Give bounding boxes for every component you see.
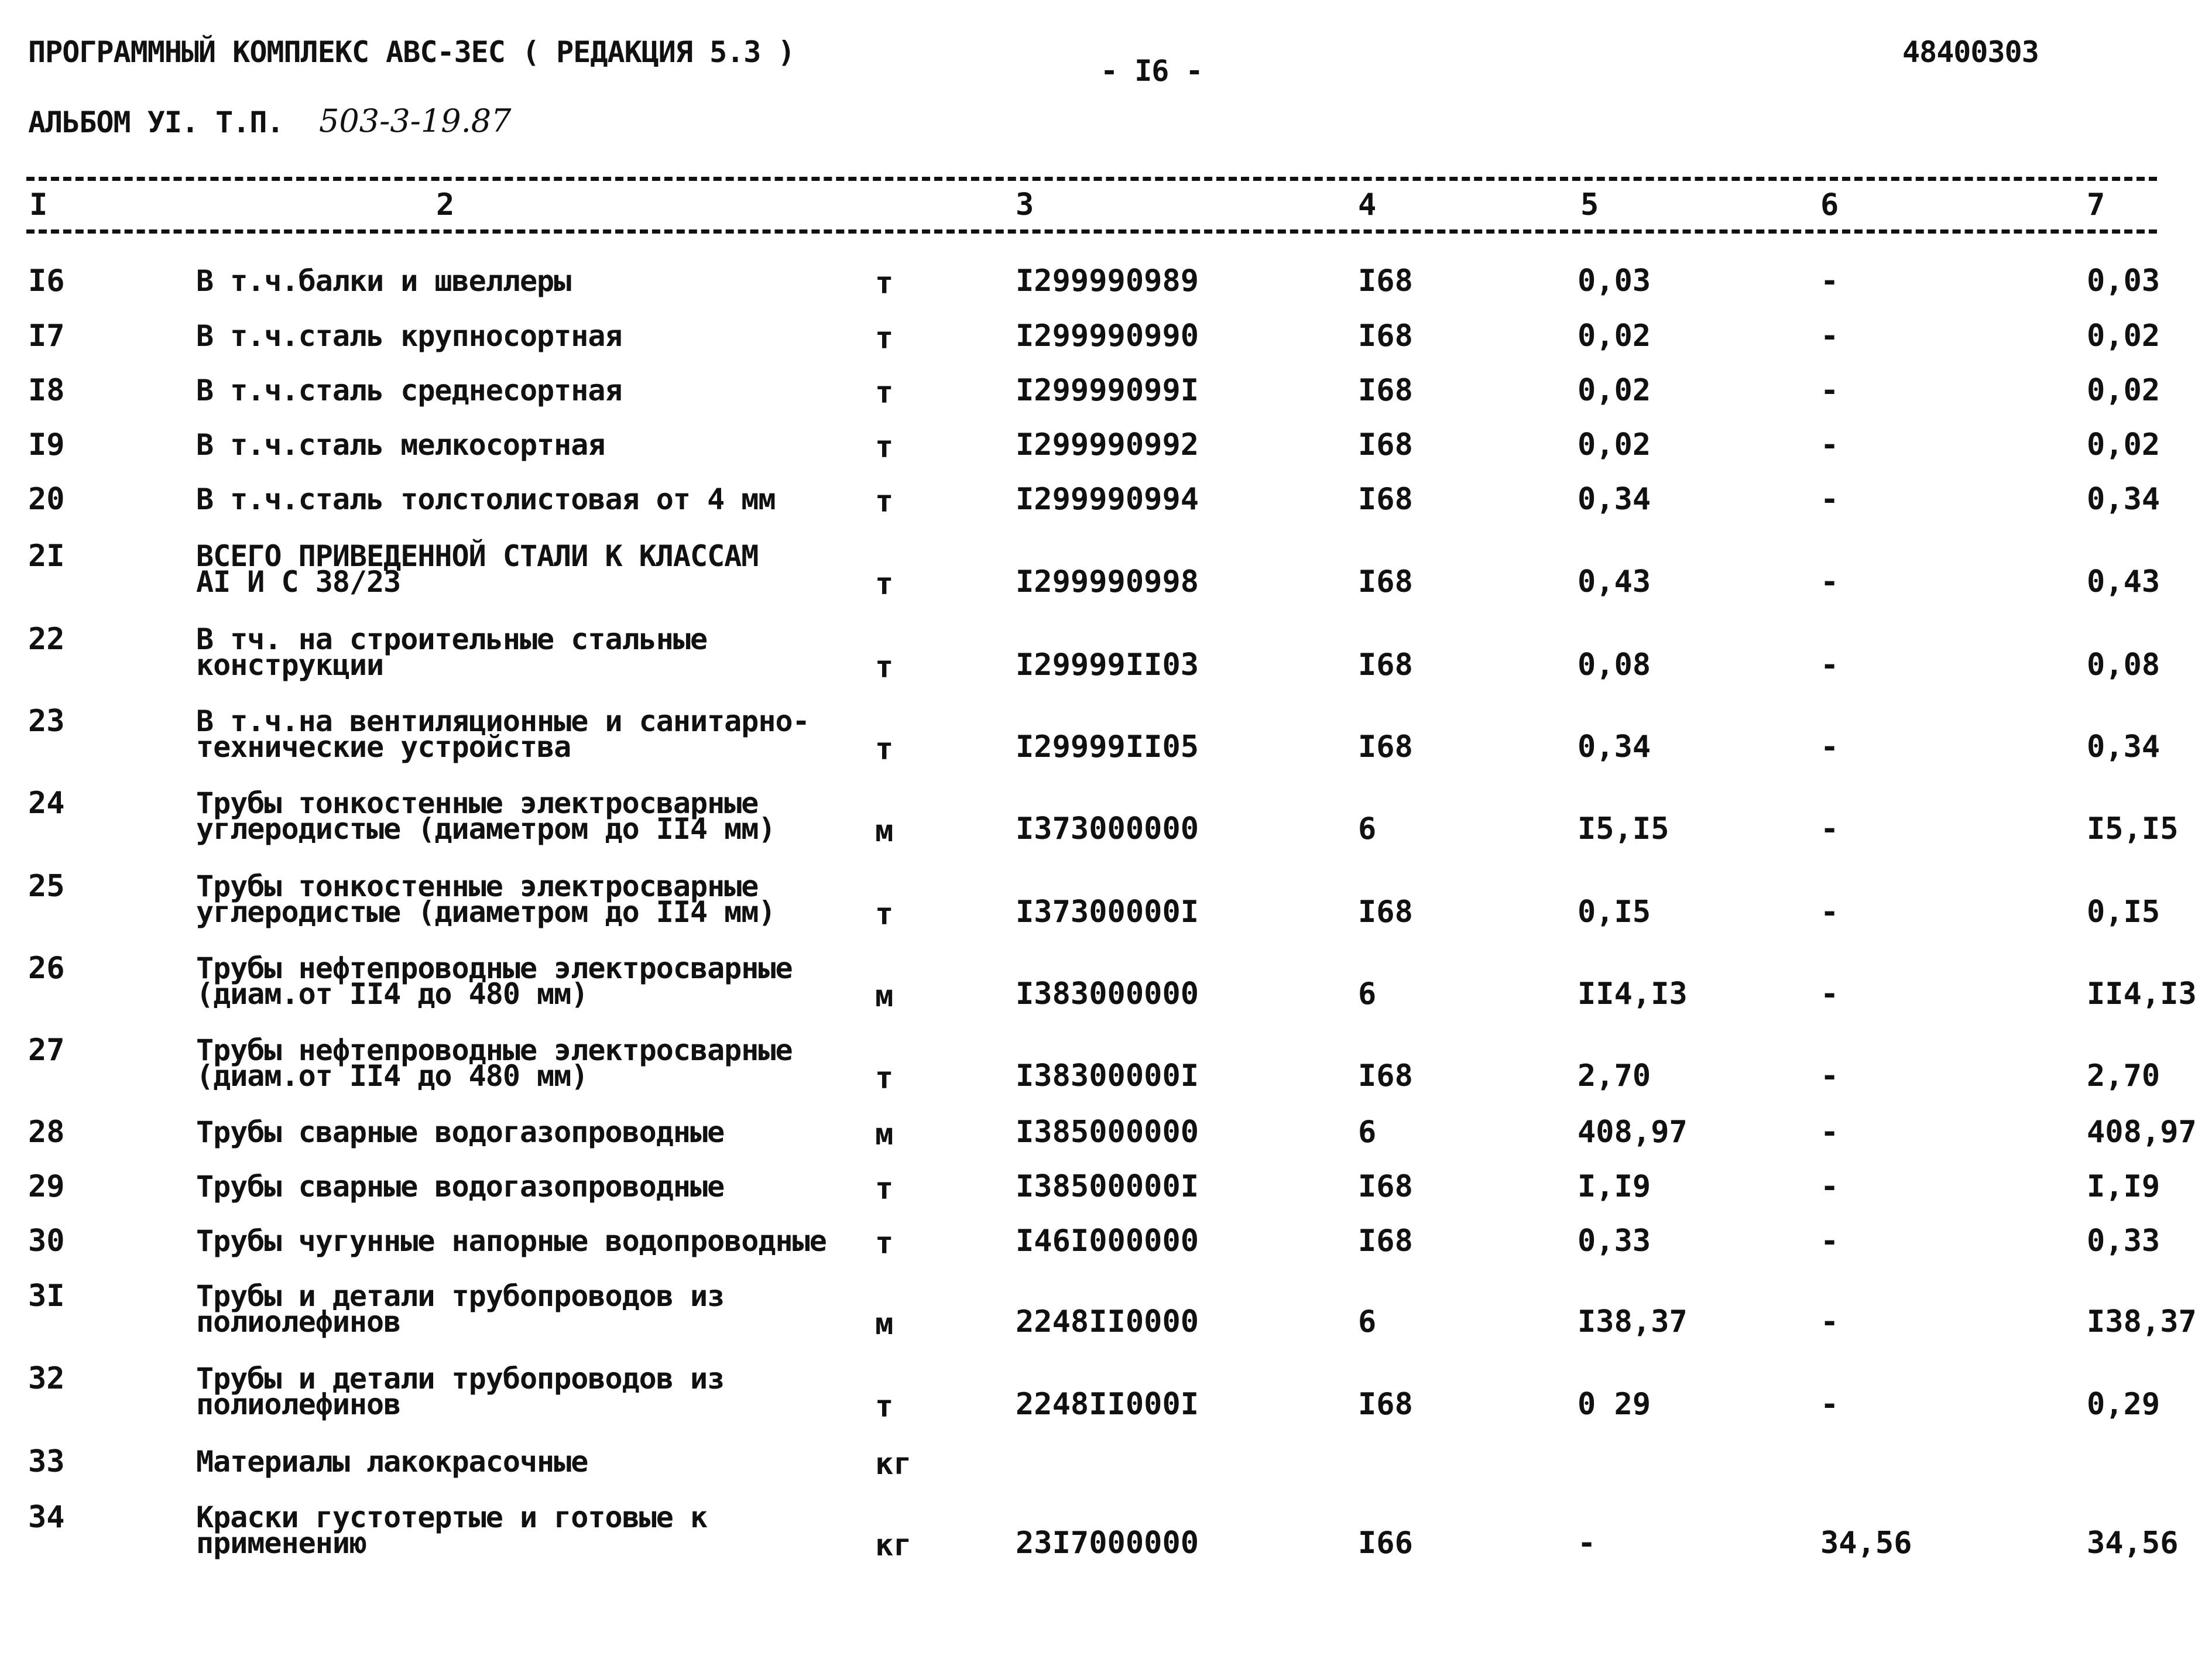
row-description: ВСЕГО ПРИВЕДЕННОЙ СТАЛИ К КЛАССАМ — [196, 539, 759, 573]
row-number: 30 — [28, 1223, 65, 1259]
row-col7: I38,37 — [2087, 1304, 2197, 1339]
row-description: Трубы чугунные напорные водопроводные — [196, 1224, 827, 1258]
row-description: В т.ч.сталь среднесортная — [196, 373, 622, 407]
row-description: В т.ч.сталь толстолистовая от 4 мм — [196, 482, 776, 516]
row-code: I46I000000 — [1016, 1223, 1199, 1259]
row-unit: м — [875, 1117, 894, 1152]
program-title: ПРОГРАММНЫЙ КОМПЛЕКС АВС-ЗЕС ( РЕДАКЦИЯ 5.3 ) — [28, 35, 795, 69]
album-label: АЛЬБОМ УI. Т.П. — [28, 105, 284, 139]
row-col6: - — [1820, 427, 1839, 462]
row-col4: I68 — [1358, 564, 1413, 599]
row-unit: кг — [875, 1447, 912, 1482]
row-number: 32 — [28, 1361, 65, 1396]
row-col5: I38,37 — [1577, 1304, 1688, 1339]
row-col6: - — [1820, 1304, 1839, 1339]
row-col6: - — [1820, 1115, 1839, 1150]
row-code: I29999II03 — [1016, 647, 1199, 683]
row-description: Трубы и детали трубопроводов из — [196, 1279, 725, 1313]
column-header-6: 6 — [1820, 187, 1839, 222]
column-header-5: 5 — [1580, 187, 1599, 222]
row-code: I38300000I — [1016, 1058, 1199, 1094]
row-description: (диам.от II4 до 480 мм) — [196, 977, 588, 1011]
row-col6: - — [1820, 976, 1839, 1012]
row-col5: I5,I5 — [1577, 811, 1669, 846]
row-description: В т.ч.сталь мелкосортная — [196, 428, 605, 462]
row-col5: 2,70 — [1577, 1058, 1651, 1094]
row-unit: т — [875, 375, 894, 410]
row-col6: - — [1820, 1387, 1839, 1422]
row-col6: - — [1820, 1058, 1839, 1094]
row-col5: 408,97 — [1577, 1115, 1688, 1150]
row-code: I373000000 — [1016, 811, 1199, 846]
row-unit: м — [875, 979, 894, 1014]
row-unit: т — [875, 732, 894, 767]
row-description: Трубы и детали трубопроводов из — [196, 1362, 725, 1396]
row-col6: - — [1820, 373, 1839, 408]
row-col4: 6 — [1358, 1115, 1377, 1150]
row-number: 25 — [28, 869, 65, 904]
row-unit: т — [875, 1061, 894, 1096]
row-col6: - — [1820, 647, 1839, 683]
row-col5: II4,I3 — [1577, 976, 1688, 1012]
row-col6: 34,56 — [1820, 1526, 1912, 1561]
row-description: применению — [196, 1526, 367, 1560]
row-col4: I68 — [1358, 482, 1413, 517]
row-number: 3I — [28, 1278, 65, 1314]
row-col6: - — [1820, 894, 1839, 930]
row-col5: - — [1577, 1526, 1596, 1561]
row-code: I385000000 — [1016, 1115, 1199, 1150]
row-col7: I,I9 — [2087, 1169, 2160, 1204]
row-col6: - — [1820, 318, 1839, 354]
row-col4: I68 — [1358, 729, 1413, 765]
row-description: (диам.от II4 до 480 мм) — [196, 1059, 588, 1093]
row-description: В тч. на строительные стальные — [196, 622, 708, 656]
row-number: 34 — [28, 1500, 65, 1535]
row-description: углеродистые (диаметром до II4 мм) — [196, 812, 776, 846]
column-header-2: 2 — [436, 187, 455, 222]
row-unit: т — [875, 484, 894, 519]
row-unit: т — [875, 321, 894, 356]
row-col7: 0,34 — [2087, 482, 2160, 517]
row-code: I299990994 — [1016, 482, 1199, 517]
row-col5: 0,I5 — [1577, 894, 1651, 930]
row-col4: 6 — [1358, 976, 1377, 1012]
row-col6: - — [1820, 811, 1839, 846]
row-col6: - — [1820, 263, 1839, 299]
row-col4: I68 — [1358, 1223, 1413, 1259]
row-col6: - — [1820, 1169, 1839, 1204]
page-number: - I6 - — [1100, 54, 1203, 88]
row-description: полиолефинов — [196, 1387, 401, 1421]
row-col4: I68 — [1358, 1169, 1413, 1204]
row-unit: т — [875, 1171, 894, 1206]
column-header-7: 7 — [2087, 187, 2105, 222]
row-col5: 0,03 — [1577, 263, 1651, 299]
row-col4: I68 — [1358, 1058, 1413, 1094]
row-description: Материалы лакокрасочные — [196, 1445, 588, 1479]
row-description: AI И С 38/23 — [196, 565, 401, 599]
row-code: I383000000 — [1016, 976, 1199, 1012]
row-number: I7 — [28, 318, 65, 354]
row-col4: I68 — [1358, 373, 1413, 408]
row-description: Трубы нефтепроводные электросварные — [196, 951, 793, 985]
row-code: I29999099I — [1016, 373, 1199, 408]
row-col7: 0,08 — [2087, 647, 2160, 683]
row-col6: - — [1820, 729, 1839, 765]
row-col5: 0,02 — [1577, 373, 1651, 408]
album-number-handwritten: 503-3-19.87 — [319, 102, 512, 139]
row-col5: 0,33 — [1577, 1223, 1651, 1259]
row-description: В т.ч.сталь крупносортная — [196, 319, 622, 353]
row-code: I299990989 — [1016, 263, 1199, 299]
row-unit: т — [875, 650, 894, 685]
row-col7: 408,97 — [2087, 1115, 2197, 1150]
row-description: Трубы тонкостенные электросварные — [196, 786, 759, 820]
row-col5: 0,43 — [1577, 564, 1651, 599]
row-col7: 2,70 — [2087, 1058, 2160, 1094]
row-col4: 6 — [1358, 1304, 1377, 1339]
row-description: конструкции — [196, 648, 384, 682]
row-description: В т.ч.на вентиляционные и санитарно- — [196, 704, 810, 738]
row-col4: I68 — [1358, 263, 1413, 299]
row-col7: I5,I5 — [2087, 811, 2179, 846]
row-number: 2I — [28, 539, 65, 574]
row-col7: 0,02 — [2087, 427, 2160, 462]
row-col4: 6 — [1358, 811, 1377, 846]
row-code: 2248II000I — [1016, 1387, 1199, 1422]
header-bottom-rule — [26, 229, 2157, 234]
header-top-rule — [26, 177, 2157, 181]
row-number: I6 — [28, 263, 65, 299]
column-header-4: 4 — [1358, 187, 1377, 222]
row-col7: 0,I5 — [2087, 894, 2160, 930]
row-col4: I68 — [1358, 318, 1413, 354]
row-unit: т — [875, 430, 894, 465]
row-col7: 0,34 — [2087, 729, 2160, 765]
row-code: 23I7000000 — [1016, 1526, 1199, 1561]
row-code: 2248II0000 — [1016, 1304, 1199, 1339]
row-number: I9 — [28, 427, 65, 462]
row-number: 29 — [28, 1169, 65, 1204]
row-col5: 0,08 — [1577, 647, 1651, 683]
row-unit: т — [875, 1226, 894, 1261]
row-col6: - — [1820, 564, 1839, 599]
row-description: Трубы нефтепроводные электросварные — [196, 1033, 793, 1067]
row-unit: м — [875, 1307, 894, 1342]
row-number: 27 — [28, 1033, 65, 1068]
document-code: 48400303 — [1902, 35, 2039, 69]
row-description: Трубы тонкостенные электросварные — [196, 869, 759, 903]
row-description: Краски густотертые и готовые к — [196, 1500, 708, 1534]
row-number: 28 — [28, 1115, 65, 1150]
row-number: 24 — [28, 786, 65, 821]
row-description: углеродистые (диаметром до II4 мм) — [196, 895, 776, 929]
row-description: Трубы сварные водогазопроводные — [196, 1115, 725, 1149]
row-col5: I,I9 — [1577, 1169, 1651, 1204]
row-col7: 0,33 — [2087, 1223, 2160, 1259]
row-number: 22 — [28, 622, 65, 657]
row-col4: I68 — [1358, 894, 1413, 930]
column-header-1: I — [29, 187, 48, 222]
row-code: I29999II05 — [1016, 729, 1199, 765]
row-col7: 34,56 — [2087, 1526, 2179, 1561]
row-unit: т — [875, 266, 894, 301]
row-col6: - — [1820, 1223, 1839, 1259]
row-col7: 0,29 — [2087, 1387, 2160, 1422]
row-number: I8 — [28, 373, 65, 408]
row-code: I37300000I — [1016, 894, 1199, 930]
row-col7: 0,03 — [2087, 263, 2160, 299]
row-unit: т — [875, 897, 894, 932]
row-number: 20 — [28, 482, 65, 517]
row-unit: м — [875, 814, 894, 849]
column-header-3: 3 — [1016, 187, 1034, 222]
row-unit: т — [875, 1389, 894, 1424]
row-col7: 0,02 — [2087, 373, 2160, 408]
row-code: I299990998 — [1016, 564, 1199, 599]
row-description: технические устройства — [196, 730, 571, 764]
row-description: Трубы сварные водогазопроводные — [196, 1170, 725, 1204]
row-col4: I68 — [1358, 427, 1413, 462]
row-col6: - — [1820, 482, 1839, 517]
row-number: 23 — [28, 704, 65, 739]
row-col5: 0 29 — [1577, 1387, 1651, 1422]
row-unit: т — [875, 567, 894, 602]
row-col4: I68 — [1358, 647, 1413, 683]
row-col5: 0,02 — [1577, 427, 1651, 462]
row-col5: 0,34 — [1577, 482, 1651, 517]
row-col4: I68 — [1358, 1387, 1413, 1422]
row-col4: I66 — [1358, 1526, 1413, 1561]
row-number: 33 — [28, 1444, 65, 1479]
row-number: 26 — [28, 951, 65, 986]
row-unit: кг — [875, 1528, 912, 1563]
row-code: I299990992 — [1016, 427, 1199, 462]
row-col5: 0,34 — [1577, 729, 1651, 765]
row-col7: 0,02 — [2087, 318, 2160, 354]
row-col7: 0,43 — [2087, 564, 2160, 599]
row-description: полиолефинов — [196, 1305, 401, 1339]
row-description: В т.ч.балки и швеллеры — [196, 264, 571, 298]
row-col7: II4,I3 — [2087, 976, 2197, 1012]
row-code: I38500000I — [1016, 1169, 1199, 1204]
row-code: I299990990 — [1016, 318, 1199, 354]
row-col5: 0,02 — [1577, 318, 1651, 354]
